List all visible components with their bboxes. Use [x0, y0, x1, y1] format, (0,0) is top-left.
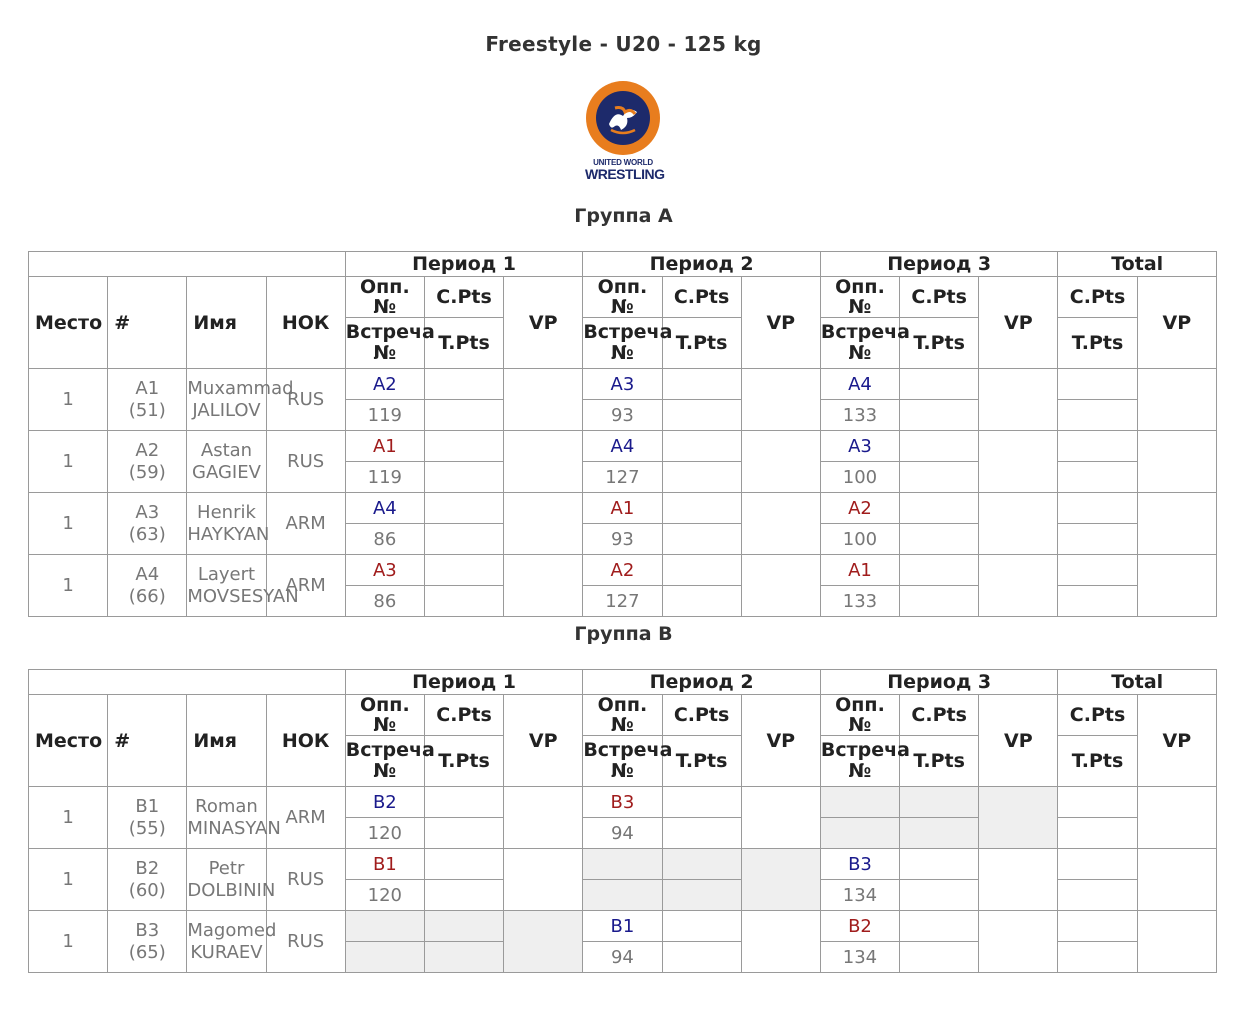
tpts-header: T.Pts: [424, 736, 503, 787]
tpts-cell: [662, 942, 741, 973]
total-cpts-cell: [1058, 431, 1137, 462]
total-vp-cell: [1137, 493, 1216, 555]
vp-cell: [741, 431, 820, 493]
tpts-header: T.Pts: [424, 318, 503, 369]
logo-line1: UNITED WORLD: [593, 158, 653, 167]
cpts-cell: [900, 369, 979, 400]
vp-cell: [979, 431, 1058, 493]
noc-cell: ARM: [266, 555, 345, 617]
vp-header: VP: [1137, 695, 1216, 787]
opponent-cell: A1: [345, 431, 424, 462]
tpts-header: T.Pts: [900, 318, 979, 369]
tpts-cell: [662, 524, 741, 555]
group-a-title: Группа A: [574, 205, 673, 227]
tpts-cell: [900, 942, 979, 973]
page-title: Freestyle - U20 - 125 kg: [485, 32, 762, 56]
opp-header: Опп. №: [345, 695, 424, 736]
period-header: Период 3: [820, 252, 1058, 277]
opponent-cell: A1: [583, 493, 662, 524]
bout-number-cell: 134: [820, 880, 899, 911]
vp-cell: [979, 493, 1058, 555]
tpts-cell: [662, 586, 741, 617]
number-header: #: [108, 695, 187, 787]
opponent-cell: B1: [345, 849, 424, 880]
bout-number-cell: 133: [820, 586, 899, 617]
place-cell: 1: [29, 911, 108, 973]
vp-cell: [741, 911, 820, 973]
draw-number: (63): [128, 523, 166, 545]
athlete-name: Roman MINASYAN: [187, 787, 266, 849]
vp-cell: [979, 911, 1058, 973]
cpts-cell: [900, 911, 979, 942]
cpts-cell: [424, 849, 503, 880]
athlete-id-cell: [108, 911, 187, 973]
header-blank: [29, 252, 346, 277]
empty-cell: [583, 880, 662, 911]
cpts-cell: [662, 493, 741, 524]
athlete-id-cell: [108, 431, 187, 493]
total-cpts-cell: [1058, 493, 1137, 524]
athlete-name: Henrik HAYKYAN: [187, 493, 266, 555]
table-row: [29, 849, 1217, 880]
total-tpts-cell: [1058, 586, 1137, 617]
tpts-header: T.Pts: [662, 736, 741, 787]
cpts-header: C.Pts: [900, 695, 979, 736]
cpts-header: C.Pts: [424, 695, 503, 736]
cpts-cell: [662, 911, 741, 942]
athlete-name: Layert MOVSESYAN: [187, 555, 266, 617]
tpts-cell: [662, 818, 741, 849]
place-header: Место: [29, 277, 108, 369]
noc-cell: ARM: [266, 493, 345, 555]
cpts-header: C.Pts: [424, 277, 503, 318]
opponent-cell: A3: [820, 431, 899, 462]
vp-cell: [504, 849, 583, 911]
opponent-cell: B2: [820, 911, 899, 942]
opp-header: Опп. №: [345, 277, 424, 318]
place-header: Место: [29, 695, 108, 787]
vp-cell: [979, 369, 1058, 431]
cpts-cell: [900, 555, 979, 586]
table-row: [29, 787, 1217, 818]
total-vp-cell: [1137, 911, 1216, 973]
place-cell: 1: [29, 787, 108, 849]
opponent-cell: A3: [345, 555, 424, 586]
total-tpts-cell: [1058, 400, 1137, 431]
cpts-header: C.Pts: [900, 277, 979, 318]
athlete-name: Astan GAGIEV: [187, 431, 266, 493]
period-header: Период 1: [345, 252, 583, 277]
number-header: #: [108, 277, 187, 369]
empty-cell: [345, 942, 424, 973]
athlete-id: B3: [135, 919, 160, 941]
tpts-cell: [424, 818, 503, 849]
vp-header: VP: [504, 695, 583, 787]
opponent-cell: B3: [820, 849, 899, 880]
opponent-cell: A2: [345, 369, 424, 400]
tpts-cell: [662, 400, 741, 431]
total-vp-cell: [1137, 555, 1216, 617]
cpts-header: C.Pts: [662, 277, 741, 318]
group-b-title: Группа B: [574, 623, 673, 645]
athlete-name: Petr DOLBININ: [187, 849, 266, 911]
opp-header: Опп. №: [583, 695, 662, 736]
athlete-id-cell: [108, 493, 187, 555]
vp-cell: [504, 787, 583, 849]
noc-header: НОК: [266, 695, 345, 787]
table-row: [29, 369, 1217, 400]
vp-header: VP: [741, 695, 820, 787]
name-header: Имя: [187, 695, 266, 787]
period-header: Период 3: [820, 670, 1058, 695]
total-tpts-cell: [1058, 818, 1137, 849]
athlete-id: A1: [135, 377, 160, 399]
standings-table: [28, 669, 1217, 973]
cpts-cell: [662, 431, 741, 462]
table-row: [29, 431, 1217, 462]
vp-header: VP: [1137, 277, 1216, 369]
opponent-cell: A4: [820, 369, 899, 400]
place-cell: 1: [29, 369, 108, 431]
athlete-id-cell: [108, 849, 187, 911]
empty-cell: [900, 787, 979, 818]
opponent-cell: A4: [345, 493, 424, 524]
draw-number: (66): [128, 585, 166, 607]
bout-number-cell: 120: [345, 880, 424, 911]
draw-number: (60): [128, 879, 166, 901]
empty-cell: [820, 818, 899, 849]
period-header: Период 2: [583, 252, 821, 277]
logo-line2: WRESTLING: [585, 166, 665, 182]
athlete-id-cell: [108, 787, 187, 849]
bout-number-cell: 86: [345, 586, 424, 617]
total-tpts-cell: [1058, 524, 1137, 555]
vp-header: VP: [741, 277, 820, 369]
bout-number-cell: 134: [820, 942, 899, 973]
athlete-name: Magomed KURAEV: [187, 911, 266, 973]
tpts-cell: [900, 880, 979, 911]
total-header: Total: [1058, 670, 1217, 695]
cpts-cell: [424, 369, 503, 400]
athlete-id: B1: [135, 795, 160, 817]
athlete-id: B2: [135, 857, 160, 879]
total-cpts-cell: [1058, 787, 1137, 818]
draw-number: (55): [128, 817, 166, 839]
empty-cell: [900, 818, 979, 849]
empty-cell: [583, 849, 662, 880]
total-vp-cell: [1137, 849, 1216, 911]
bout-number-cell: 93: [583, 524, 662, 555]
opponent-cell: B1: [583, 911, 662, 942]
bout-number-cell: 86: [345, 524, 424, 555]
opponent-cell: A2: [583, 555, 662, 586]
vp-cell: [504, 493, 583, 555]
athlete-name: Muxammad JALILOV: [187, 369, 266, 431]
tpts-cell: [424, 462, 503, 493]
bout-number-cell: 94: [583, 818, 662, 849]
empty-cell: [662, 849, 741, 880]
bout-header: Встреча №: [820, 736, 899, 787]
athlete-id-cell: [108, 369, 187, 431]
tpts-cell: [424, 586, 503, 617]
bout-header: Встреча №: [820, 318, 899, 369]
vp-cell: [741, 493, 820, 555]
place-cell: 1: [29, 493, 108, 555]
opponent-cell: B2: [345, 787, 424, 818]
vp-cell: [504, 431, 583, 493]
bout-header: Встреча №: [583, 736, 662, 787]
bout-number-cell: 93: [583, 400, 662, 431]
vp-cell: [979, 555, 1058, 617]
athlete-id-cell: [108, 555, 187, 617]
cpts-cell: [424, 555, 503, 586]
athlete-id: A2: [135, 439, 160, 461]
place-cell: 1: [29, 849, 108, 911]
tpts-cell: [424, 880, 503, 911]
noc-cell: ARM: [266, 787, 345, 849]
empty-cell: [424, 942, 503, 973]
opponent-cell: B3: [583, 787, 662, 818]
noc-cell: RUS: [266, 849, 345, 911]
empty-cell: [820, 787, 899, 818]
opp-header: Опп. №: [820, 695, 899, 736]
bout-header: Встреча №: [345, 318, 424, 369]
cpts-cell: [424, 431, 503, 462]
period-header: Период 2: [583, 670, 821, 695]
bout-number-cell: 119: [345, 400, 424, 431]
place-cell: 1: [29, 431, 108, 493]
opponent-cell: A4: [583, 431, 662, 462]
period-header: Период 1: [345, 670, 583, 695]
cpts-header: C.Pts: [1058, 277, 1137, 318]
total-vp-cell: [1137, 431, 1216, 493]
empty-cell: [979, 787, 1058, 849]
tpts-cell: [900, 400, 979, 431]
tpts-header: T.Pts: [900, 736, 979, 787]
tpts-cell: [424, 524, 503, 555]
noc-header: НОК: [266, 277, 345, 369]
table-row: [29, 911, 1217, 942]
bout-number-cell: 100: [820, 462, 899, 493]
athlete-id: A4: [135, 563, 160, 585]
bout-number-cell: 119: [345, 462, 424, 493]
table-row: [29, 493, 1217, 524]
name-header: Имя: [187, 277, 266, 369]
opponent-cell: A1: [820, 555, 899, 586]
opponent-cell: A3: [583, 369, 662, 400]
bout-number-cell: 120: [345, 818, 424, 849]
bout-header: Встреча №: [583, 318, 662, 369]
standings-table: [28, 251, 1217, 617]
opponent-cell: A2: [820, 493, 899, 524]
header-blank: [29, 670, 346, 695]
cpts-cell: [424, 787, 503, 818]
vp-cell: [979, 849, 1058, 911]
cpts-cell: [900, 849, 979, 880]
draw-number: (51): [128, 399, 166, 421]
cpts-cell: [662, 369, 741, 400]
cpts-cell: [662, 787, 741, 818]
total-vp-cell: [1137, 787, 1216, 849]
cpts-cell: [900, 493, 979, 524]
bout-number-cell: 133: [820, 400, 899, 431]
tpts-cell: [900, 462, 979, 493]
draw-number: (59): [128, 461, 166, 483]
bout-number-cell: 100: [820, 524, 899, 555]
draw-number: (65): [128, 941, 166, 963]
cpts-header: C.Pts: [662, 695, 741, 736]
cpts-cell: [662, 555, 741, 586]
tpts-header: T.Pts: [662, 318, 741, 369]
empty-cell: [345, 911, 424, 942]
athlete-id: A3: [135, 501, 160, 523]
vp-cell: [741, 787, 820, 849]
opp-header: Опп. №: [820, 277, 899, 318]
bout-number-cell: 127: [583, 462, 662, 493]
tpts-cell: [900, 586, 979, 617]
empty-cell: [504, 911, 583, 973]
place-cell: 1: [29, 555, 108, 617]
total-tpts-cell: [1058, 880, 1137, 911]
total-cpts-cell: [1058, 911, 1137, 942]
total-cpts-cell: [1058, 369, 1137, 400]
cpts-header: C.Pts: [1058, 695, 1137, 736]
empty-cell: [741, 849, 820, 911]
total-vp-cell: [1137, 369, 1216, 431]
vp-header: VP: [979, 695, 1058, 787]
noc-cell: RUS: [266, 911, 345, 973]
empty-cell: [662, 880, 741, 911]
vp-cell: [504, 369, 583, 431]
total-tpts-cell: [1058, 942, 1137, 973]
vp-cell: [741, 555, 820, 617]
total-header: Total: [1058, 252, 1217, 277]
tpts-cell: [662, 462, 741, 493]
tpts-cell: [900, 524, 979, 555]
bout-number-cell: 127: [583, 586, 662, 617]
wrestlers-icon: [585, 80, 661, 156]
cpts-cell: [900, 431, 979, 462]
noc-cell: RUS: [266, 369, 345, 431]
total-cpts-cell: [1058, 555, 1137, 586]
tpts-cell: [424, 400, 503, 431]
bout-header: Встреча №: [345, 736, 424, 787]
bout-number-cell: 94: [583, 942, 662, 973]
vp-header: VP: [504, 277, 583, 369]
tpts-header: T.Pts: [1058, 736, 1137, 787]
cpts-cell: [424, 493, 503, 524]
noc-cell: RUS: [266, 431, 345, 493]
total-cpts-cell: [1058, 849, 1137, 880]
empty-cell: [424, 911, 503, 942]
table-row: [29, 555, 1217, 586]
opp-header: Опп. №: [583, 277, 662, 318]
vp-cell: [504, 555, 583, 617]
uww-logo: [585, 80, 665, 184]
total-tpts-cell: [1058, 462, 1137, 493]
vp-header: VP: [979, 277, 1058, 369]
vp-cell: [741, 369, 820, 431]
tpts-header: T.Pts: [1058, 318, 1137, 369]
